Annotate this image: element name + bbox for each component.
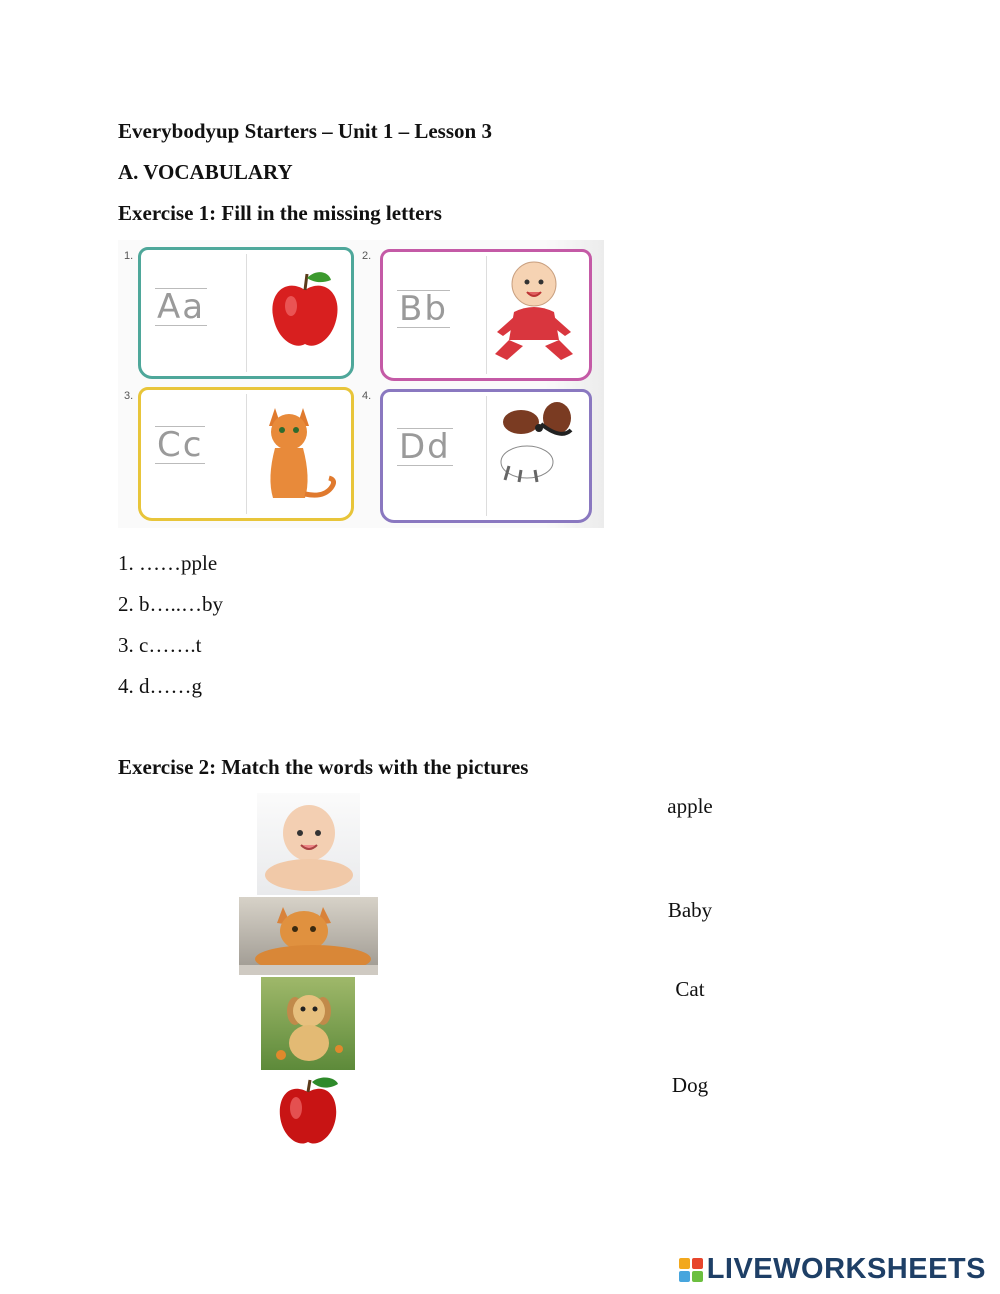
section-heading: A. VOCABULARY [118,160,293,184]
logo-brand: LIVEWORKSHEETS [706,1253,986,1285]
match-word-apple[interactable]: apple [667,794,713,818]
card-number: 2. [362,250,372,262]
cat-icon [253,398,345,508]
card-number: 1. [124,250,134,262]
fill-item-2: 2. b…..…by [118,592,223,616]
apple-photo [276,1074,340,1148]
dog-icon [491,400,583,490]
baby-icon [489,256,579,366]
fill-item-3: 3. c…….t [118,633,202,657]
card-letters: Dd [399,427,451,467]
alphabet-card-c [138,387,354,521]
card-letters: Cc [157,425,204,465]
logo-mark-icon [679,1258,703,1282]
fill-item-4: 4. d……g [118,674,202,698]
baby-photo [257,793,360,895]
exercise1-heading: Exercise 1: Fill in the missing letters [118,201,442,225]
alphabet-card-d [380,389,592,523]
card-number: 3. [124,390,134,402]
fill-item-1: 1. ……pple [118,551,218,575]
card-number: 4. [362,390,372,402]
match-word-cat[interactable]: Cat [675,977,705,1001]
exercise1-picture [118,240,604,528]
match-word-baby[interactable]: Baby [667,898,713,922]
worksheet-title: Everybodyup Starters – Unit 1 – Lesson 3 [118,119,492,143]
match-word-dog[interactable]: Dog [671,1073,709,1097]
liveworksheets-logo [679,1253,986,1286]
alphabet-card-b [380,249,592,381]
dog-photo [261,977,355,1070]
cat-photo [239,897,378,975]
exercise2-heading: Exercise 2: Match the words with the pictures [118,755,529,779]
card-letters: Aa [157,287,206,327]
alphabet-card-a [138,247,354,379]
apple-icon [267,268,343,352]
card-letters: Bb [399,289,448,329]
